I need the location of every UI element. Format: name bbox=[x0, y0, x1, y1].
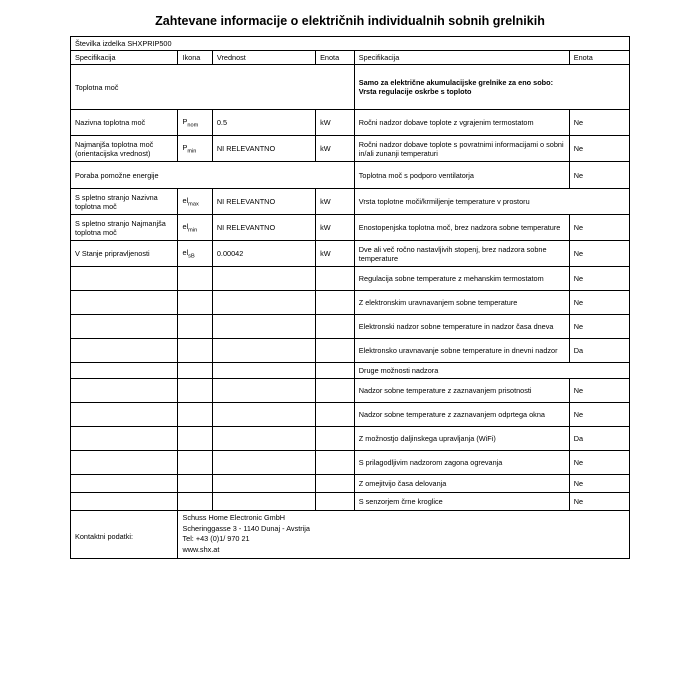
section-heat-control: Vrsta toplotne moči/krmiljenje temperature v prostoru bbox=[354, 189, 629, 215]
spec-nominal-heat-output: Nazivna toplotna moč bbox=[71, 110, 178, 136]
empty-cell bbox=[316, 403, 355, 427]
empty-cell bbox=[71, 267, 178, 291]
table-row bbox=[71, 451, 630, 475]
table-row bbox=[71, 363, 630, 379]
table-row bbox=[71, 379, 630, 403]
model-number-cell: Številka izdelka SHXPRIP500 bbox=[71, 37, 630, 51]
empty-cell bbox=[178, 267, 212, 291]
header-unit-left: Enota bbox=[316, 51, 355, 65]
empty-cell bbox=[316, 363, 355, 379]
icon-p-min: $P_{min}$ bbox=[178, 136, 212, 162]
empty-cell bbox=[71, 427, 178, 451]
empty-cell bbox=[212, 493, 315, 511]
header-unit-right: Enota bbox=[569, 51, 629, 65]
value-el-sb: 0.00042 bbox=[212, 241, 315, 267]
table-row bbox=[71, 315, 630, 339]
contact-label: Kontaktni podatki: bbox=[71, 511, 178, 558]
empty-cell bbox=[71, 291, 178, 315]
empty-cell bbox=[212, 427, 315, 451]
icon-el-max: $el_{max}$ bbox=[178, 189, 212, 215]
right-value-14: Ne bbox=[569, 493, 629, 511]
empty-cell bbox=[316, 451, 355, 475]
table-row bbox=[71, 427, 630, 451]
empty-cell bbox=[71, 363, 178, 379]
empty-cell bbox=[212, 379, 315, 403]
empty-cell bbox=[71, 379, 178, 403]
value-el-max: NI RELEVANTNO bbox=[212, 189, 315, 215]
right-value-13: Ne bbox=[569, 475, 629, 493]
empty-cell bbox=[71, 339, 178, 363]
section-heat-output: Toplotna moč bbox=[71, 65, 355, 110]
right-spec-6: Z elektronskim uravnavanjem sobne temperature bbox=[354, 291, 569, 315]
empty-cell bbox=[71, 493, 178, 511]
right-spec-7: Elektronski nadzor sobne temperature in nadzor časa dneva bbox=[354, 315, 569, 339]
table-row bbox=[71, 267, 630, 291]
right-spec-8: Elektronsko uravnavanje sobne temperature in dnevni nadzor bbox=[354, 339, 569, 363]
table-row bbox=[71, 493, 630, 511]
empty-cell bbox=[212, 291, 315, 315]
header-specification-right: Specifikacija bbox=[354, 51, 569, 65]
table-row bbox=[71, 215, 630, 241]
right-value-7: Ne bbox=[569, 315, 629, 339]
right-spec-11: Z možnostjo daljinskega upravljanja (WiFi) bbox=[354, 427, 569, 451]
right-spec-0: Ročni nadzor dobave toplote z vgrajenim termostatom bbox=[354, 110, 569, 136]
right-spec-10: Nadzor sobne temperature z zaznavanjem odprtega okna bbox=[354, 403, 569, 427]
right-intro-cell bbox=[354, 65, 629, 110]
empty-cell bbox=[71, 451, 178, 475]
right-intro-line1: Samo za električne akumulacijske grelnike za eno sobo: bbox=[358, 78, 554, 88]
section-other-control: Druge možnosti nadzora bbox=[354, 363, 629, 379]
empty-cell bbox=[178, 291, 212, 315]
empty-cell bbox=[316, 475, 355, 493]
right-spec-2: Toplotna moč s podporo ventilatorja bbox=[354, 162, 569, 189]
right-value-11: Da bbox=[569, 427, 629, 451]
empty-cell bbox=[316, 291, 355, 315]
table-row bbox=[71, 65, 630, 110]
right-value-5: Ne bbox=[569, 267, 629, 291]
spec-minimum-heat-output: Najmanjša toplotna moč (orientacijska vrednost) bbox=[71, 136, 178, 162]
empty-cell bbox=[212, 315, 315, 339]
empty-cell bbox=[316, 267, 355, 291]
empty-cell bbox=[316, 315, 355, 339]
empty-cell bbox=[178, 403, 212, 427]
right-value-10: Ne bbox=[569, 403, 629, 427]
contact-line-0: Schuss Home Electronic GmbH bbox=[182, 513, 286, 523]
table-row bbox=[71, 162, 630, 189]
unit-nominal-heat-output: kW bbox=[316, 110, 355, 136]
empty-cell bbox=[178, 493, 212, 511]
contact-line-3: www.shx.at bbox=[182, 544, 220, 554]
model-number-row bbox=[71, 37, 630, 51]
spec-el-sb: V Stanje pripravljenosti bbox=[71, 241, 178, 267]
right-spec-1: Ročni nadzor dobave toplote s povratnimi informacijami o sobni in/ali zunanji temperaturi bbox=[354, 136, 569, 162]
empty-cell bbox=[178, 315, 212, 339]
header-specification-left: Specifikacija bbox=[71, 51, 178, 65]
value-nominal-heat-output: 0.5 bbox=[212, 110, 315, 136]
right-spec-14: S senzorjem črne kroglice bbox=[354, 493, 569, 511]
empty-cell bbox=[71, 403, 178, 427]
right-value-1: Ne bbox=[569, 136, 629, 162]
empty-cell bbox=[212, 363, 315, 379]
right-value-9: Ne bbox=[569, 379, 629, 403]
page-title: Zahtevane informacije o električnih individualnih sobnih grelnikih bbox=[155, 14, 545, 28]
table-row bbox=[71, 291, 630, 315]
unit-el-min: kW bbox=[316, 215, 355, 241]
table-row bbox=[71, 241, 630, 267]
empty-cell bbox=[71, 475, 178, 493]
empty-cell bbox=[178, 451, 212, 475]
right-value-3: Ne bbox=[569, 215, 629, 241]
spec-el-min: S spletno stranjo Najmanjša toplotna moč bbox=[71, 215, 178, 241]
empty-cell bbox=[71, 315, 178, 339]
empty-cell bbox=[212, 451, 315, 475]
table-row bbox=[71, 110, 630, 136]
icon-el-min: $el_{min}$ bbox=[178, 215, 212, 241]
empty-cell bbox=[316, 379, 355, 403]
spec-el-max: S spletno stranjo Nazivna toplotna moč bbox=[71, 189, 178, 215]
unit-minimum-heat-output: kW bbox=[316, 136, 355, 162]
table-row bbox=[71, 339, 630, 363]
table-row bbox=[71, 136, 630, 162]
right-value-8: Da bbox=[569, 339, 629, 363]
right-value-6: Ne bbox=[569, 291, 629, 315]
right-spec-12: S prilagodljivim nadzorom zagona ogrevanja bbox=[354, 451, 569, 475]
empty-cell bbox=[178, 475, 212, 493]
empty-cell bbox=[316, 339, 355, 363]
empty-cell bbox=[178, 363, 212, 379]
right-spec-9: Nadzor sobne temperature z zaznavanjem prisotnosti bbox=[354, 379, 569, 403]
empty-cell bbox=[212, 339, 315, 363]
product-datasheet-table bbox=[70, 36, 630, 559]
right-spec-13: Z omejitvijo časa delovanja bbox=[354, 475, 569, 493]
table-row bbox=[71, 475, 630, 493]
icon-p-nom: $P_{nom}$ bbox=[178, 110, 212, 136]
empty-cell bbox=[212, 267, 315, 291]
unit-el-sb: kW bbox=[316, 241, 355, 267]
contact-details bbox=[178, 511, 630, 558]
right-value-12: Ne bbox=[569, 451, 629, 475]
empty-cell bbox=[178, 427, 212, 451]
right-intro-line2: Vrsta regulacije oskrbe s toploto bbox=[358, 87, 472, 97]
empty-cell bbox=[178, 339, 212, 363]
contact-line-2: Tel: +43 (0)1/ 970 21 bbox=[182, 534, 250, 544]
section-auxiliary-power: Poraba pomožne energije bbox=[71, 162, 355, 189]
table-row bbox=[71, 189, 630, 215]
table-header-row bbox=[71, 51, 630, 65]
table-row bbox=[71, 403, 630, 427]
value-el-min: NI RELEVANTNO bbox=[212, 215, 315, 241]
value-minimum-heat-output: NI RELEVANTNO bbox=[212, 136, 315, 162]
right-spec-3: Enostopenjska toplotna moč, brez nadzora sobne temperature bbox=[354, 215, 569, 241]
right-value-0: Ne bbox=[569, 110, 629, 136]
right-value-2: Ne bbox=[569, 162, 629, 189]
empty-cell bbox=[316, 493, 355, 511]
empty-cell bbox=[316, 427, 355, 451]
right-value-4: Ne bbox=[569, 241, 629, 267]
unit-el-max: kW bbox=[316, 189, 355, 215]
header-icon: Ikona bbox=[178, 51, 212, 65]
header-value: Vrednost bbox=[212, 51, 315, 65]
empty-cell bbox=[212, 475, 315, 493]
empty-cell bbox=[212, 403, 315, 427]
empty-cell bbox=[178, 379, 212, 403]
right-spec-4: Dve ali več ročno nastavljivih stopenj, brez nadzora sobne temperature bbox=[354, 241, 569, 267]
contact-line-1: Scheringgasse 3 - 1140 Dunaj - Avstrija bbox=[182, 523, 310, 533]
icon-el-sb: $el_{sB}$ bbox=[178, 241, 212, 267]
contact-row bbox=[71, 511, 630, 558]
right-spec-5: Regulacija sobne temperature z mehanskim termostatom bbox=[354, 267, 569, 291]
